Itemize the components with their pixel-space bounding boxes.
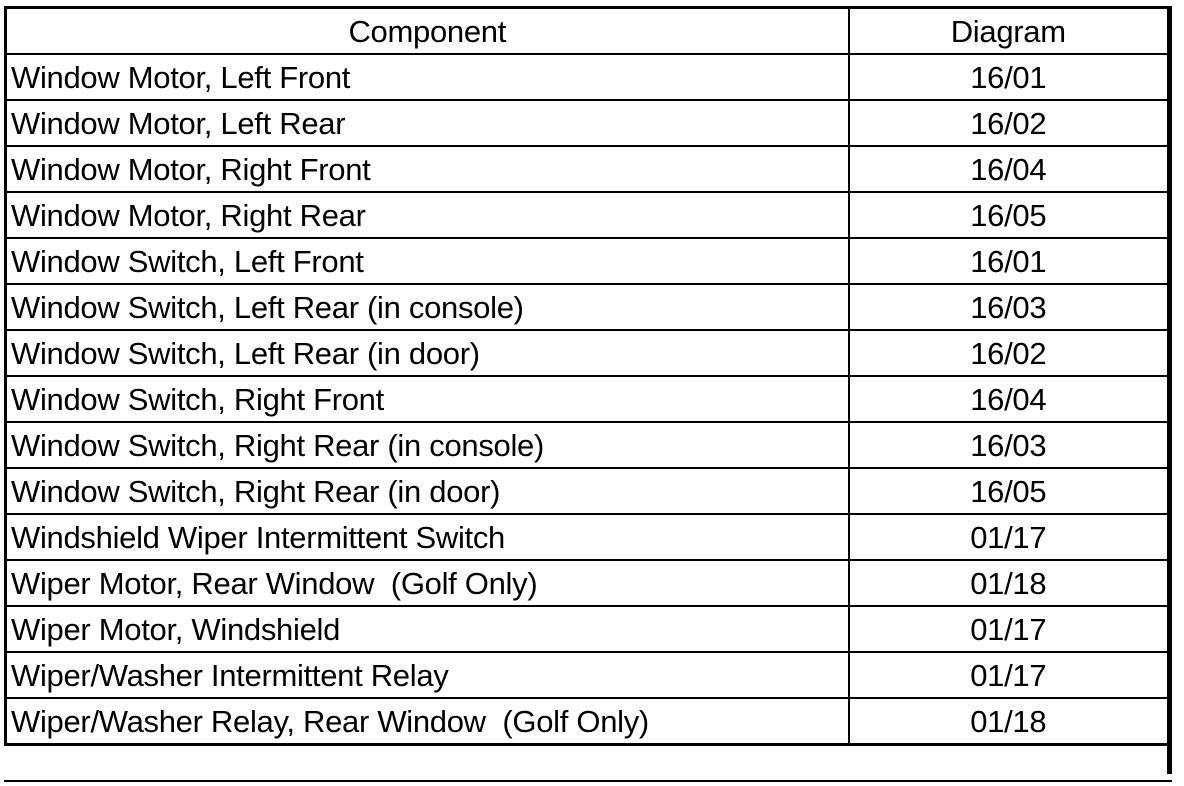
- header-row: [6, 8, 1169, 55]
- table-row: [6, 560, 1169, 606]
- component-cell: Window Motor, Right Front: [6, 146, 849, 192]
- table-row: [6, 468, 1169, 514]
- diagram-cell: 16/01: [849, 238, 1169, 284]
- diagram-cell: 16/03: [849, 422, 1169, 468]
- diagram-cell: 01/18: [849, 698, 1169, 745]
- component-cell: Wiper Motor, Rear Window (Golf Only): [6, 560, 849, 606]
- header-diagram: Diagram: [849, 8, 1169, 55]
- table-row: [6, 422, 1169, 468]
- component-cell: Window Switch, Right Front: [6, 376, 849, 422]
- component-diagram-table: [4, 6, 1170, 746]
- table-row: [6, 54, 1169, 100]
- component-cell: Window Switch, Left Front: [6, 238, 849, 284]
- diagram-cell: 16/04: [849, 376, 1169, 422]
- diagram-cell: 16/01: [849, 54, 1169, 100]
- component-cell: Window Switch, Right Rear (in console): [6, 422, 849, 468]
- diagram-cell: 01/18: [849, 560, 1169, 606]
- table-row: [6, 330, 1169, 376]
- table-row: [6, 238, 1169, 284]
- table-row: [6, 606, 1169, 652]
- diagram-cell: 16/05: [849, 468, 1169, 514]
- table-row: [6, 652, 1169, 698]
- component-cell: Window Switch, Left Rear (in door): [6, 330, 849, 376]
- table-row: [6, 514, 1169, 560]
- diagram-cell: 16/04: [849, 146, 1169, 192]
- diagram-cell: 01/17: [849, 606, 1169, 652]
- component-cell: Window Motor, Right Rear: [6, 192, 849, 238]
- diagram-cell: 16/02: [849, 100, 1169, 146]
- table-row: [6, 146, 1169, 192]
- table-row: [6, 284, 1169, 330]
- page-edge-shadow: [1167, 6, 1172, 774]
- header-component: Component: [6, 8, 849, 55]
- component-cell: Wiper/Washer Intermittent Relay: [6, 652, 849, 698]
- component-cell: Window Switch, Right Rear (in door): [6, 468, 849, 514]
- diagram-cell: 16/03: [849, 284, 1169, 330]
- component-cell: Windshield Wiper Intermittent Switch: [6, 514, 849, 560]
- bottom-rule: [4, 780, 1172, 782]
- component-cell: Wiper Motor, Windshield: [6, 606, 849, 652]
- diagram-cell: 01/17: [849, 514, 1169, 560]
- component-cell: Window Motor, Left Rear: [6, 100, 849, 146]
- component-cell: Wiper/Washer Relay, Rear Window (Golf Only): [6, 698, 849, 745]
- component-cell: Window Motor, Left Front: [6, 54, 849, 100]
- table-row: [6, 100, 1169, 146]
- diagram-cell: 01/17: [849, 652, 1169, 698]
- diagram-cell: 16/02: [849, 330, 1169, 376]
- component-cell: Window Switch, Left Rear (in console): [6, 284, 849, 330]
- table-row: [6, 376, 1169, 422]
- diagram-cell: 16/05: [849, 192, 1169, 238]
- table-row: [6, 192, 1169, 238]
- table-row: [6, 698, 1169, 745]
